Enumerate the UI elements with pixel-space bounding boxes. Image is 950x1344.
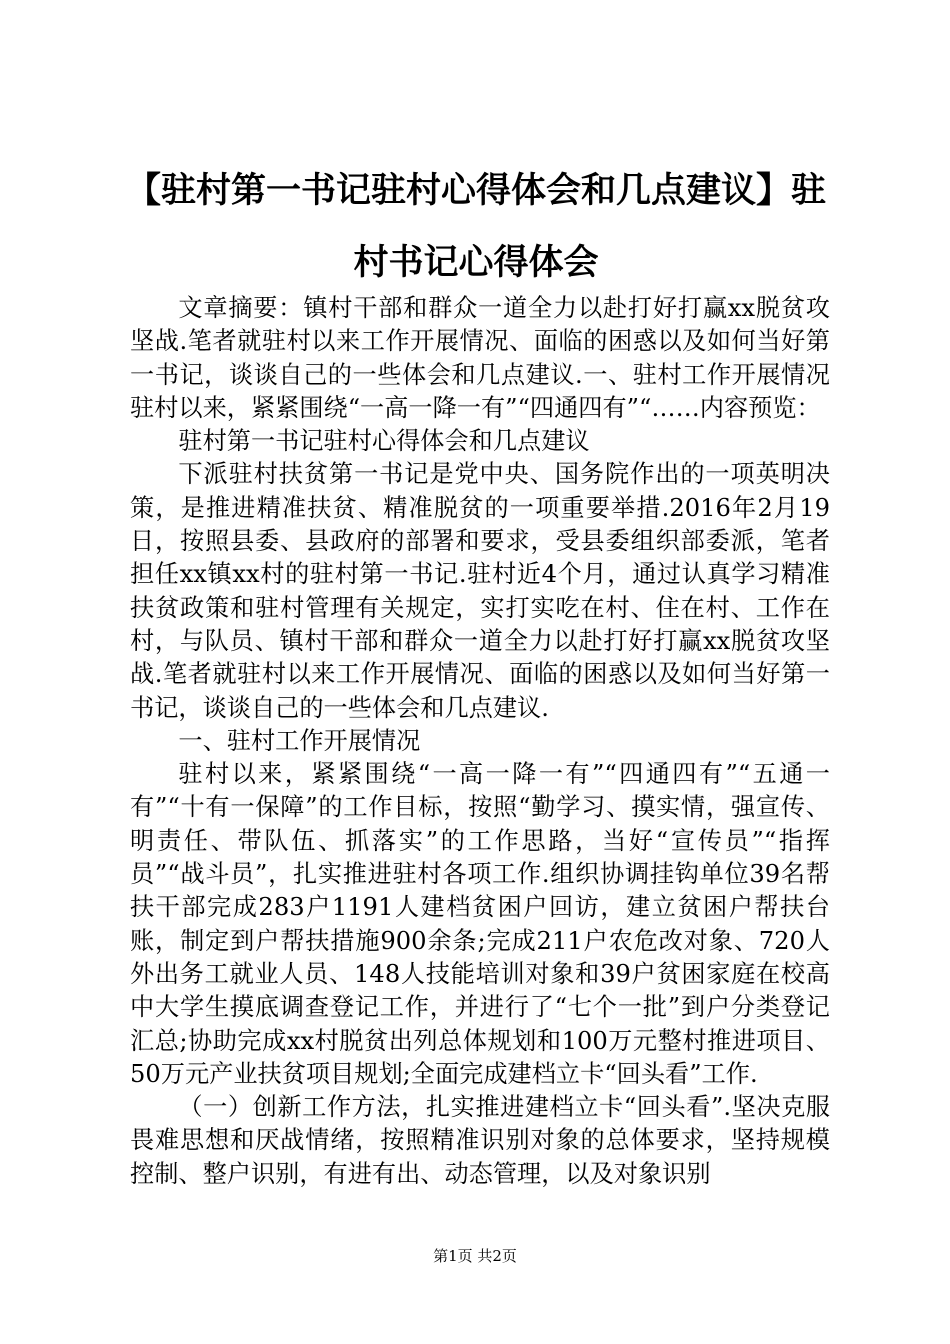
body-paragraph: 驻村以来，紧紧围绕“一高一降一有”“四通四有”“五通一有”“十有一保障”的工作目标，按照“勤学习、摸实情，强宣传、明责任、带队伍、抓落实”的工作思路，当好“宣传员”“指挥员”“战斗员”，扎实推进驻村各项工作.组织协调挂钩单位39名帮扶干部完成283户1191人建档贫困户回访，建立贫困户帮扶台账，制定到户帮扶措施900余条;完成211户农危改对象、720人外出务工就业人员、148人技能培训对象和39户贫困家庭在校高中大学生摸底调查登记工作，并进行了“七个一批”到户分类登记汇总;协助完成xx村脱贫出列总体规划和100万元整村推进项目、50万元产业扶贫项目规划;全面完成建档立卡“回头看”工作. bbox=[130, 760, 830, 1088]
article-heading: 驻村第一书记驻村心得体会和几点建议 bbox=[178, 427, 590, 456]
document-title: 【驻村第一书记驻村心得体会和几点建议】驻村书记心得体会 bbox=[125, 170, 826, 283]
section-heading: 一、驻村工作开展情况 bbox=[178, 726, 421, 755]
intro-paragraph: 下派驻村扶贫第一书记是党中央、国务院作出的一项英明决策，是推进精准扶贫、精准脱贫的一项重要举措.2016年2月19日，按照县委、县政府的部署和要求，受县委组织部委派，笔者担任xx镇xx村的驻村第一书记.驻村近4个月，通过认真学习精准扶贫政策和驻村管理有关规定，实打实吃在村、住在村、工作在村，与队员、镇村干部和群众一道全力以赴打好打赢xx脱贫攻坚战.笔者就驻村以来工作开展情况、面临的困惑以及如何当好第一书记，谈谈自己的一些体会和几点建议. bbox=[130, 460, 830, 722]
document-body bbox=[130, 292, 830, 1191]
body-paragraph: （一）创新工作方法，扎实推进建档立卡“回头看”.坚决克服畏难思想和厌战情绪，按照精准识别对象的总体要求，坚持规模控制、整户识别，有进有出、动态管理，以及对象识别 bbox=[130, 1093, 830, 1188]
abstract-paragraph: 文章摘要：镇村干部和群众一道全力以赴打好打赢xx脱贫攻坚战.笔者就驻村以来工作开展情况、面临的困惑以及如何当好第一书记，谈谈自己的一些体会和几点建议.一、驻村工作开展情况驻村以来，紧紧围绕“一高一降一有”“四通四有”“……内容预览： bbox=[130, 294, 830, 422]
page-number-footer: 第1页 共2页 bbox=[433, 1247, 517, 1265]
